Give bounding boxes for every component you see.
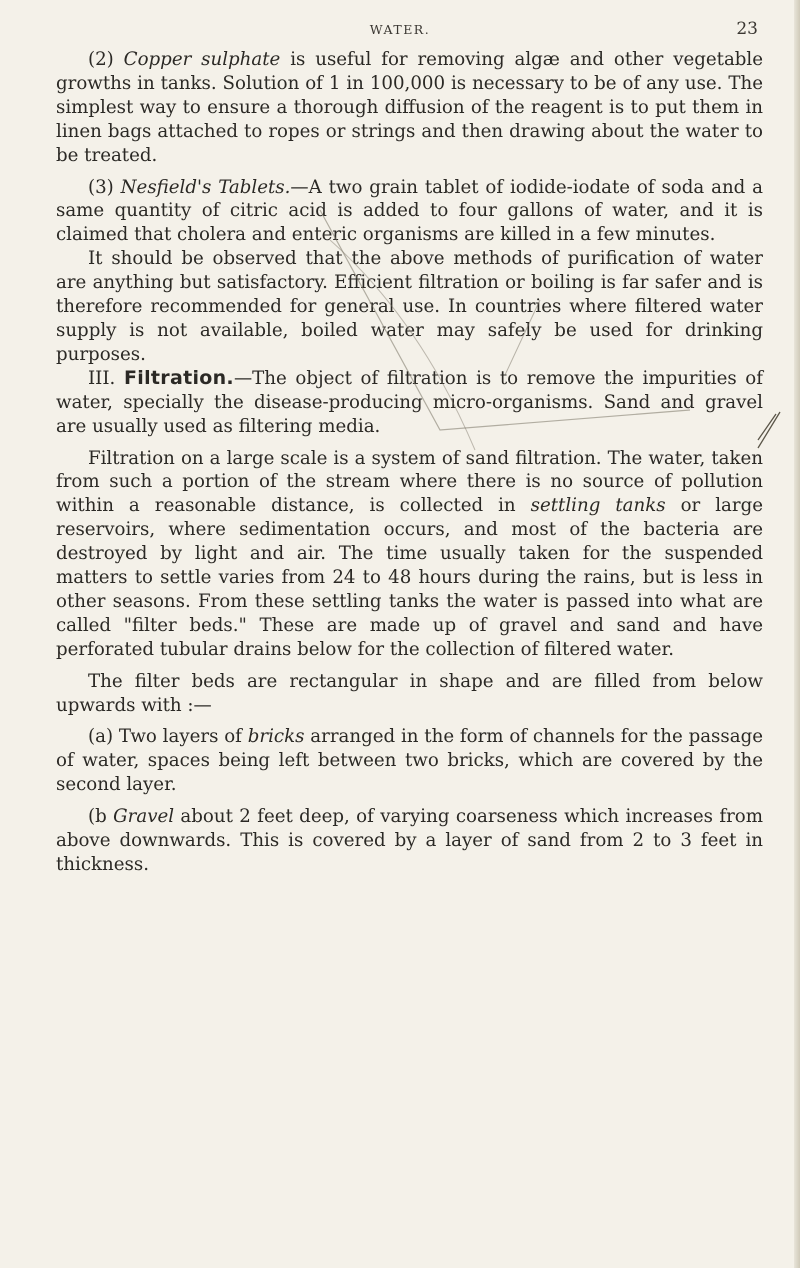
paragraph-filtration-heading <box>56 367 763 439</box>
paragraph-text: about 2 feet deep, of varying coarseness which increases from above downwards. This is covered by a layer of sand from 2 to 3 feet in thickness. <box>56 806 763 875</box>
paragraph-observation <box>56 247 763 367</box>
item-term: Gravel <box>113 806 175 828</box>
body-text <box>56 48 763 877</box>
item-term: Nesfield's Tablets. <box>120 176 291 198</box>
running-head-title: WATER. <box>369 22 431 37</box>
paragraph-text: —The object of filtration is to remove the impurities of water, specially the disease-producing micro-organisms. Sand and gravel are usually used as filtering media. <box>56 367 763 437</box>
paragraph-nesfields-tablets <box>56 176 763 248</box>
running-head <box>0 19 800 42</box>
paragraph-text: arranged in the form of channels for the passage of water, spaces being left between two bricks, which are covered by the second layer. <box>56 726 763 796</box>
paragraph-text: The filter beds are rectangular in shape and are filled from below upwards with :— <box>56 670 763 716</box>
item-term: Copper sulphate <box>123 49 281 70</box>
item-number: (b <box>88 806 114 828</box>
item-number: (a) <box>88 726 119 748</box>
paragraph-copper-sulphate <box>56 48 763 168</box>
paragraph-bricks <box>56 725 763 797</box>
page-number: 23 <box>736 19 758 39</box>
paragraph-gravel <box>56 805 763 877</box>
section-number: III. <box>88 367 124 389</box>
item-term: bricks <box>247 726 305 748</box>
paragraph-text: is useful for removing algæ and other vegetable growths in tanks. Solution of 1 in 100,000 is necessary to be of any use. The simplest way to ensure a thorough diffusion of the reagent is to put them in linen bags attached to ropes or strings and then drawing about the water to be treated. <box>56 49 764 166</box>
paragraph-text: Filtration on a large scale is a system of sand filtration. The water, taken from such a portion of the stream where there is no source of pollution within a reasonable distance, is collected in <box>56 447 763 517</box>
paragraph-text: —A two grain tablet of iodide-iodate of soda and a same quantity of citric acid is added to four gallons of water, and it is claimed that cholera and enteric organisms are killed in a few minutes. <box>56 176 764 246</box>
paragraph-sand-filtration <box>56 447 763 662</box>
paragraph-text: Two layers of <box>118 726 248 748</box>
item-number: (3) <box>88 176 121 198</box>
section-heading: Filtration. <box>123 366 234 389</box>
item-term: settling tanks <box>530 495 666 517</box>
paragraph-text: or large reservoirs, where sedimentation occurs, and most of the bacteria are destroyed by light and air. The time usually taken for the suspended matters to settle varies from 24 to 48 hours during the rains, but is less in other seasons. From these settling tanks the water is passed into what are called "filter beds." These are made up of gravel and sand and have perforated tubular drains below for the collection of filtered water. <box>56 495 763 660</box>
margin-check-mark <box>756 410 782 450</box>
paragraph-filter-beds <box>56 670 763 718</box>
paragraph-text: It should be observed that the above methods of purification of water are anything but satisfactory. Efficient filtration or boiling is far safer and is therefore recommended for general use. In countries where filtered water supply is not available, boiled water may safely be used for drinking purposes. <box>56 248 763 365</box>
item-number: (2) <box>88 49 124 70</box>
page-edge <box>794 0 800 1268</box>
